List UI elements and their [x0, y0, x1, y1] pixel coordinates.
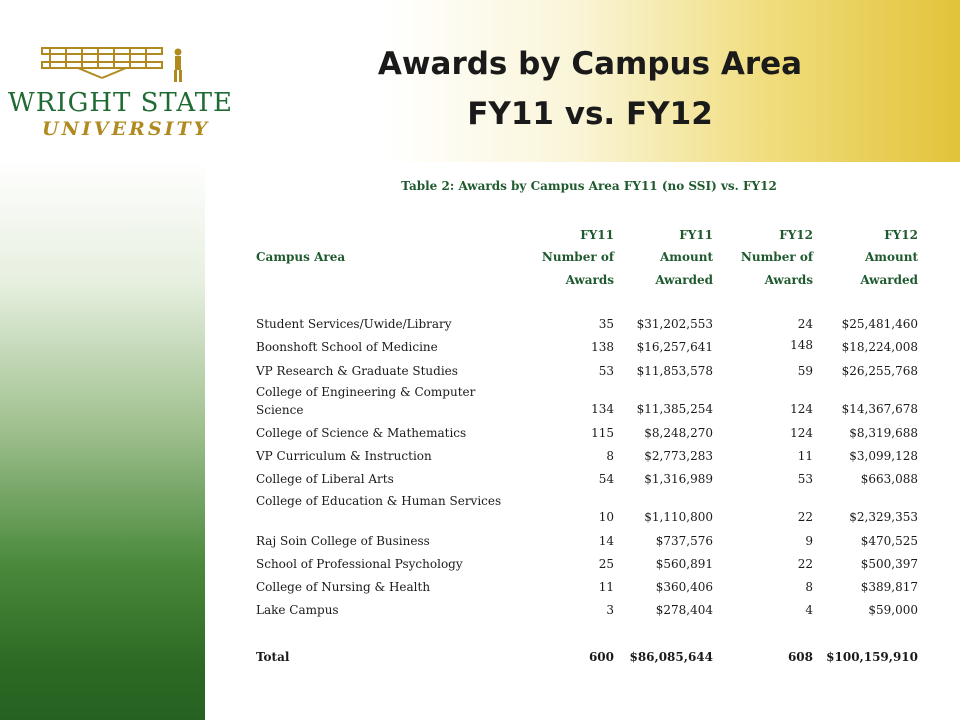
- table-cell-fy12-amt: $8,319,688: [849, 426, 918, 440]
- slide-title-line1: Awards by Campus Area: [377, 46, 803, 82]
- table-cell-fy12-amt: $14,367,678: [841, 402, 918, 416]
- table-cell-fy12-num: 124: [790, 402, 813, 416]
- table-cell-fy12-amt: $25,481,460: [841, 317, 918, 331]
- table-cell-fy12-num: 24: [797, 317, 813, 331]
- table-cell-fy12-amt: $500,397: [860, 557, 918, 571]
- university-logo: [8, 38, 234, 140]
- table-cell-fy12-num: 22: [797, 557, 813, 571]
- header-fy12-amount-line1: FY12: [884, 228, 918, 242]
- table-cell-fy12-amt: $470,525: [860, 534, 918, 548]
- table-cell-area: College of Education & Human Services: [256, 494, 502, 508]
- table-cell-fy11-num: 10: [598, 510, 614, 524]
- header-fy12-number-line2: Number of: [740, 250, 813, 264]
- table-cell-fy11-amt: $11,385,254: [636, 402, 713, 416]
- table-cell-area: VP Curriculum & Instruction: [256, 449, 432, 463]
- table-cell-fy11-num: 35: [598, 317, 614, 331]
- table-cell-fy11-num: 53: [598, 364, 614, 378]
- header-fy12-amount-line3: Awarded: [860, 273, 918, 287]
- table-cell-fy12-amt: $663,088: [860, 472, 918, 486]
- table-cell-fy12-num: 59: [797, 364, 813, 378]
- wright-flyer-icon: [38, 38, 193, 86]
- table-cell-fy11-num: 115: [591, 426, 614, 440]
- table-total-fy12-num: 608: [787, 650, 813, 664]
- table-cell-fy11-amt: $31,202,553: [636, 317, 713, 331]
- table-cell-fy11-num: 138: [591, 340, 614, 354]
- table-cell-fy11-num: 11: [598, 580, 614, 594]
- header-fy11-number-line3: Awards: [565, 273, 614, 287]
- table-cell-fy12-amt: $26,255,768: [841, 364, 918, 378]
- table-cell-fy11-num: 134: [591, 402, 614, 416]
- table-cell-area: Boonshoft School of Medicine: [256, 340, 438, 354]
- header-fy11-number-line2: Number of: [541, 250, 614, 264]
- table-total-fy11-num: 600: [588, 650, 614, 664]
- header-fy11-amount-line3: Awarded: [655, 273, 713, 287]
- header-fy11-amount-line2: Amount: [659, 250, 713, 264]
- table-cell-area: School of Professional Psychology: [256, 557, 463, 571]
- table-cell-fy12-num: 9: [805, 534, 813, 548]
- table-cell-area: Lake Campus: [256, 603, 339, 617]
- header-fy12-number-line1: FY12: [779, 228, 813, 242]
- header-fy11-number-line1: FY11: [580, 228, 614, 242]
- table-cell-fy11-amt: $16,257,641: [636, 340, 713, 354]
- header-fy12-amount-line2: Amount: [864, 250, 918, 264]
- slide-title-line2: FY11 vs. FY12: [467, 96, 713, 132]
- table-cell-area: College of Nursing & Health: [256, 580, 431, 594]
- logo-wordmark-line2: UNIVERSITY: [42, 118, 211, 140]
- table-cell-fy11-amt: $11,853,578: [636, 364, 713, 378]
- table-cell-area: College of Liberal Arts: [256, 472, 394, 486]
- table-cell-fy11-amt: $737,576: [655, 534, 713, 548]
- header-campus-area: Campus Area: [256, 250, 346, 264]
- table-cell-fy12-num: 22: [797, 510, 813, 524]
- table-cell-fy11-amt: $278,404: [655, 603, 713, 617]
- table-caption: Table 2: Awards by Campus Area FY11 (no SSI) vs. FY12: [401, 179, 777, 193]
- table-cell-fy11-amt: $1,316,989: [644, 472, 713, 486]
- table-cell-fy11-num: 8: [606, 449, 614, 463]
- table-total-fy12-amt: $100,159,910: [826, 650, 918, 664]
- table-cell-area: Student Services/Uwide/Library: [256, 317, 452, 331]
- table-cell-fy12-amt: $389,817: [860, 580, 918, 594]
- left-green-sidebar: [0, 160, 205, 720]
- table-cell-fy11-num: 14: [598, 534, 614, 548]
- table-cell-fy12-num: 8: [805, 580, 813, 594]
- table-cell-fy11-amt: $1,110,800: [644, 510, 713, 524]
- table-cell-fy12-num: 53: [797, 472, 813, 486]
- logo-wordmark-line1: WRIGHT STATE: [8, 88, 234, 118]
- table-cell-fy12-num: 11: [797, 449, 813, 463]
- table-cell-fy12-amt: $59,000: [868, 603, 918, 617]
- table-cell-fy11-amt: $2,773,283: [644, 449, 713, 463]
- table-cell-fy12-num: 148: [790, 338, 813, 352]
- header-fy11-amount-line1: FY11: [679, 228, 713, 242]
- table-cell-fy12-amt: $2,329,353: [849, 510, 918, 524]
- table-cell-fy11-amt: $8,248,270: [644, 426, 713, 440]
- table-cell-fy11-num: 3: [606, 603, 614, 617]
- table-cell-area: Raj Soin College of Business: [256, 534, 430, 548]
- table-cell-fy11-num: 25: [598, 557, 614, 571]
- table-cell-fy11-amt: $360,406: [655, 580, 713, 594]
- table-cell-area: College of Science & Mathematics: [256, 426, 467, 440]
- table-total-label: Total: [256, 650, 290, 664]
- table-cell-fy12-amt: $18,224,008: [841, 340, 918, 354]
- table-cell-fy12-amt: $3,099,128: [849, 449, 918, 463]
- header-fy12-number-line3: Awards: [764, 273, 813, 287]
- table-total-fy11-amt: $86,085,644: [629, 650, 713, 664]
- table-cell-fy11-amt: $560,891: [655, 557, 713, 571]
- table-cell-fy12-num: 4: [805, 603, 813, 617]
- table-cell-fy11-num: 54: [598, 472, 614, 486]
- table-cell-area: College of Engineering & Computer Science: [256, 385, 476, 417]
- table-cell-area: VP Research & Graduate Studies: [256, 364, 458, 378]
- table-cell-fy12-num: 124: [790, 426, 813, 440]
